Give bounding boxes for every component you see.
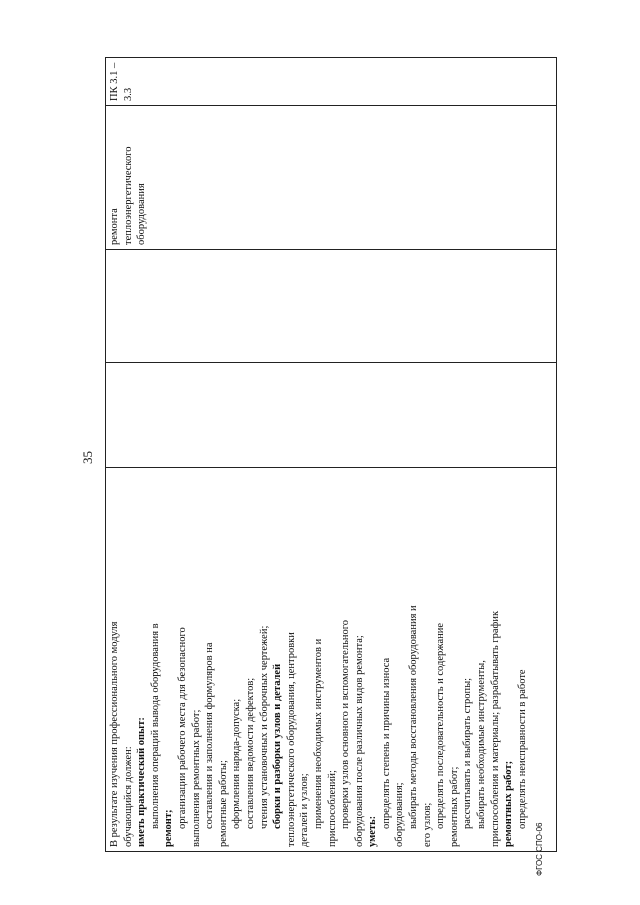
table-divider [106,105,556,106]
text-line: уметь: [367,815,379,847]
text-line: В результате изучения профессионального модуля [109,621,120,847]
text-line: составления и заполнения формуляров на [204,642,216,829]
table-cell-knowledge-skills [106,468,556,851]
text-line: его узлов; [421,802,433,847]
rotated-page-content [80,42,560,876]
text-line: ремонтных работ; [448,766,460,847]
footer-code: ФГОС СПО-06 [535,822,544,876]
text-line: приспособлений; [326,770,338,847]
text-line: ремонтных работ; [503,760,515,847]
table-cell-competencies [106,57,556,105]
text-line: ремонт; [163,809,175,847]
text-line: определять степень и причины износа [380,657,392,829]
text-line: ремонта [109,208,120,245]
text-line: проверки узлов основного и вспомогательного [340,619,352,829]
text-line: оформления наряда-допуска; [231,698,243,829]
text-line: деталей и узлов; [299,773,311,847]
text-line: оборудования [136,183,148,245]
text-line: иметь практический опыт: [136,717,148,847]
text-line: теплоэнергетического оборудования, центровки [285,632,297,847]
table-divider [106,249,556,250]
text-line: теплоэнергетического [122,146,134,245]
table-divider [106,362,556,363]
text-line: рассчитывать и выбирать стропы; [462,677,474,829]
competency-table [105,57,557,852]
text-line: обучающийся должен: [122,746,134,847]
text-line: выполнения ремонтных работ; [190,709,202,847]
text-line: определять неисправности в работе [516,669,528,829]
text-line: применения необходимых инструментов и [312,638,324,829]
text-line: определять последовательность и содержание [435,622,447,829]
table-cell-empty-2 [106,250,556,362]
text-line: ПК 3.1 – 3.3 [109,62,134,101]
text-line: ремонтные работы; [217,760,229,847]
text-line: оборудования; [394,782,406,847]
text-line: выполнения операций вывода оборудования в [149,623,161,829]
table-cell-module-title [106,106,556,249]
text-line: чтения установочных и сборочных чертежей; [258,625,270,829]
table-cell-empty-1 [106,363,556,467]
text-line: оборудования после различных видов ремонта; [353,635,365,847]
text-line: выбирать необходимые инструменты, [476,660,488,829]
text-line: выбирать методы восстановления оборудования и [408,605,420,829]
page-number: 35 [80,451,95,464]
text-line: приспособления и материалы; разрабатывать график [489,610,501,847]
text-line: составления ведомости дефектов; [244,677,256,829]
text-line: организации рабочего места для безопасного [176,627,188,829]
table-divider [106,467,556,468]
text-line: сборки и разборки узлов и деталей [272,663,284,829]
